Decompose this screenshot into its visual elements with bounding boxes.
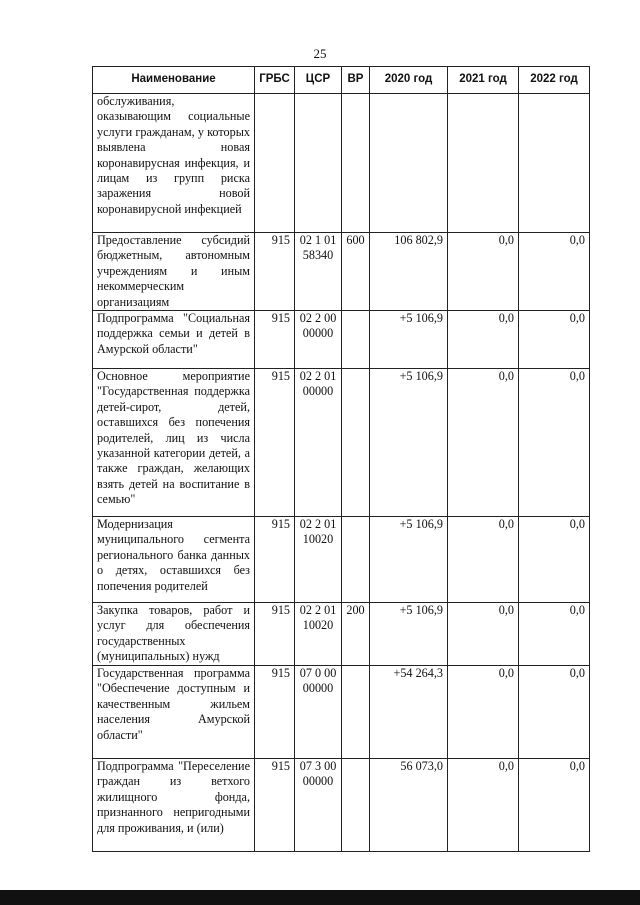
row-2022: 0,0 <box>519 311 590 369</box>
table-row <box>93 311 590 369</box>
row-2020: +5 106,9 <box>370 369 448 517</box>
row-csr <box>295 94 342 233</box>
table-row <box>93 517 590 603</box>
row-2022: 0,0 <box>519 666 590 759</box>
row-2020: 56 073,0 <box>370 759 448 852</box>
row-2020: +5 106,9 <box>370 603 448 666</box>
row-2020: 106 802,9 <box>370 233 448 311</box>
row-2022 <box>519 94 590 233</box>
header-2021: 2021 год <box>448 67 519 94</box>
row-csr: 07 0 00 00000 <box>295 666 342 759</box>
row-grbs: 915 <box>255 311 295 369</box>
row-grbs: 915 <box>255 759 295 852</box>
header-name: Наименование <box>93 67 255 94</box>
row-2021: 0,0 <box>448 311 519 369</box>
header-2022: 2022 год <box>519 67 590 94</box>
row-grbs: 915 <box>255 233 295 311</box>
table-row <box>93 233 590 311</box>
row-2020: +5 106,9 <box>370 517 448 603</box>
row-csr: 02 2 01 10020 <box>295 603 342 666</box>
row-name: Предоставление субсидий бюджетным, автономным учреждениям и иным некоммерческим организациям <box>93 233 255 311</box>
table-header-row <box>93 67 590 94</box>
row-vr <box>342 759 370 852</box>
row-name: Подпрограмма "Переселение граждан из ветхого жилищного фонда, признанного непригодными для проживания, и (или) <box>93 759 255 852</box>
table-row <box>93 666 590 759</box>
row-name: Основное мероприятие "Государственная поддержка детей-сирот, детей, оставшихся без попечения родителей, лиц из числа указанной категории детей, а также граждан, желающих взять детей на воспитание в семью" <box>93 369 255 517</box>
table-row <box>93 94 590 233</box>
row-2021: 0,0 <box>448 666 519 759</box>
row-2021: 0,0 <box>448 759 519 852</box>
row-name: Закупка товаров, работ и услуг для обеспечения государственных (муниципальных) нужд <box>93 603 255 666</box>
row-name: Модернизация муниципального сегмента регионального банка данных о детях, оставшихся без попечения родителей <box>93 517 255 603</box>
row-2022: 0,0 <box>519 369 590 517</box>
row-2022: 0,0 <box>519 517 590 603</box>
row-csr: 07 3 00 00000 <box>295 759 342 852</box>
row-grbs: 915 <box>255 517 295 603</box>
table-row <box>93 603 590 666</box>
row-csr: 02 1 01 58340 <box>295 233 342 311</box>
row-2020 <box>370 94 448 233</box>
row-vr <box>342 666 370 759</box>
row-vr: 200 <box>342 603 370 666</box>
row-2021: 0,0 <box>448 517 519 603</box>
row-2020: +54 264,3 <box>370 666 448 759</box>
row-csr: 02 2 00 00000 <box>295 311 342 369</box>
row-name: Государственная программа "Обеспечение доступным и качественным жильем населения Амурской области" <box>93 666 255 759</box>
row-csr: 02 2 01 00000 <box>295 369 342 517</box>
row-2022: 0,0 <box>519 233 590 311</box>
header-csr: ЦСР <box>295 67 342 94</box>
row-csr: 02 2 01 10020 <box>295 517 342 603</box>
row-vr <box>342 369 370 517</box>
row-2022: 0,0 <box>519 603 590 666</box>
row-2021: 0,0 <box>448 603 519 666</box>
header-grbs: ГРБС <box>255 67 295 94</box>
header-2020: 2020 год <box>370 67 448 94</box>
row-grbs: 915 <box>255 666 295 759</box>
row-2021: 0,0 <box>448 369 519 517</box>
row-vr <box>342 311 370 369</box>
header-vr: ВР <box>342 67 370 94</box>
table-row <box>93 369 590 517</box>
row-grbs <box>255 94 295 233</box>
row-2021 <box>448 94 519 233</box>
row-name: Подпрограмма "Социальная поддержка семьи и детей в Амурской области" <box>93 311 255 369</box>
row-2020: +5 106,9 <box>370 311 448 369</box>
row-grbs: 915 <box>255 603 295 666</box>
row-vr <box>342 94 370 233</box>
row-vr <box>342 517 370 603</box>
row-name: обслуживания, оказывающим социальные услуги гражданам, у которых выявлена новая коронавирусная инфекция, и лицам из групп риска заражения новой коронавирусной инфекцией <box>93 94 255 233</box>
scan-bottom-edge <box>0 890 640 905</box>
table-row <box>93 759 590 852</box>
page-number: 25 <box>313 46 327 61</box>
row-2021: 0,0 <box>448 233 519 311</box>
row-2022: 0,0 <box>519 759 590 852</box>
budget-table <box>92 66 590 852</box>
row-grbs: 915 <box>255 369 295 517</box>
row-vr: 600 <box>342 233 370 311</box>
